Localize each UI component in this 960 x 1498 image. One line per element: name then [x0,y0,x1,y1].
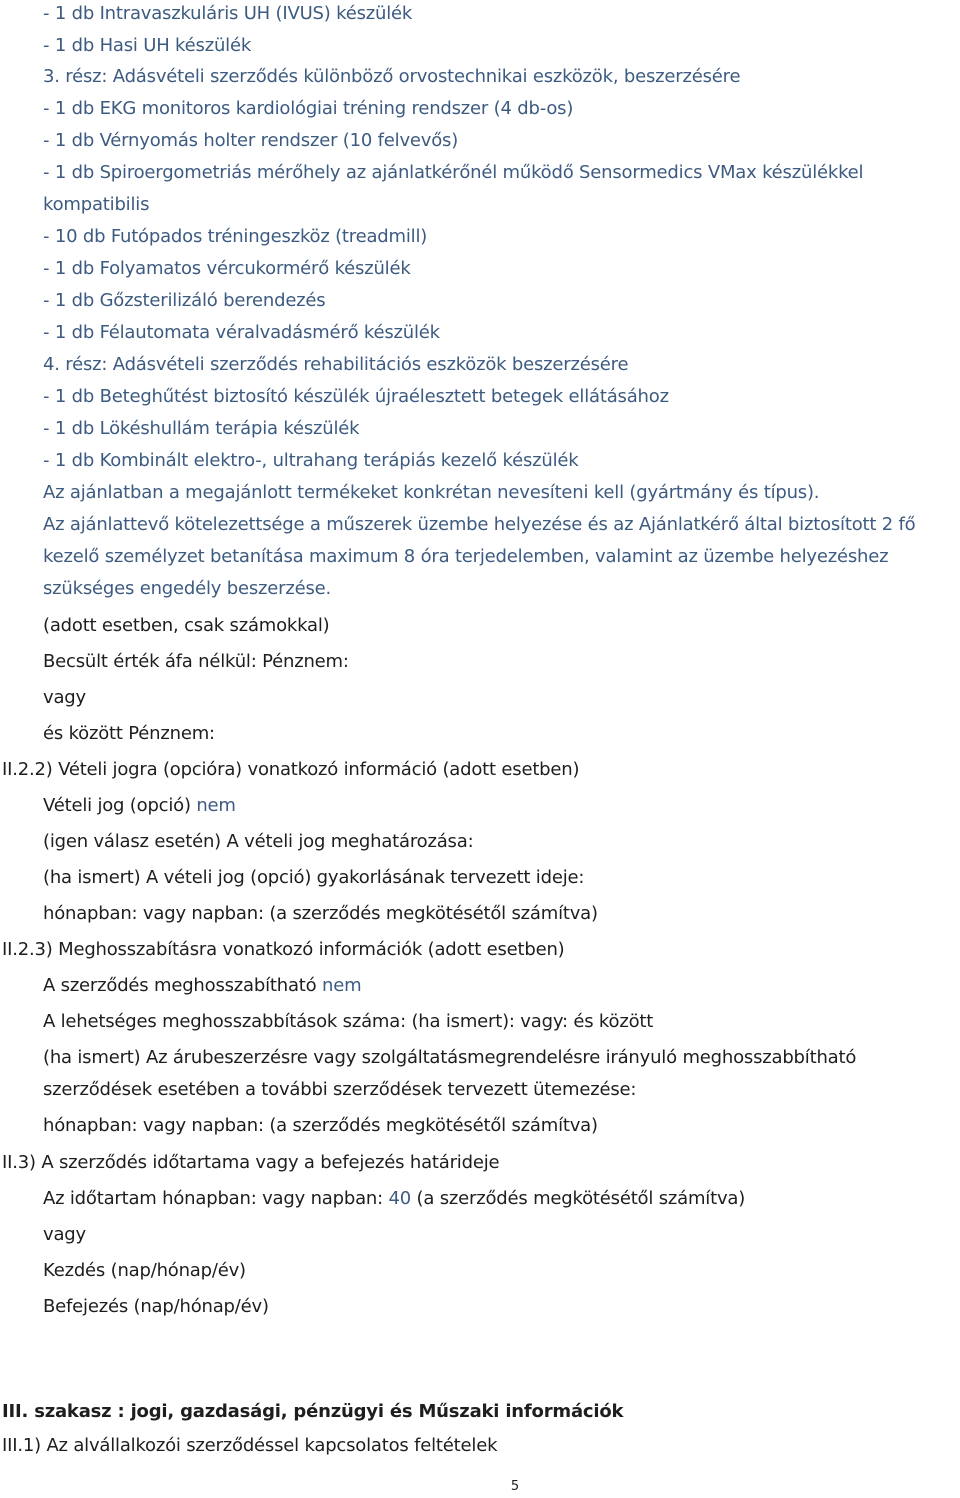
text-line: - 1 db Gőzsterilizáló berendezés [43,290,326,311]
page-number: 5 [510,1479,520,1494]
term-heading: II.3) A szerződés időtartama vagy a befejezés határideje [2,1152,500,1173]
option-definition: (igen válasz esetén) A vételi jog meghatározása: [43,831,474,852]
end-date-label: Befejezés (nap/hónap/év) [43,1296,269,1317]
term-duration-line [43,1187,745,1211]
subsection-heading: III.1) Az alvállalkozói szerződéssel kapcsolatos feltételek [2,1435,498,1456]
estimated-value-label: Becsült érték áfa nélkül: Pénznem: [43,651,349,672]
extension-schedule: (ha ismert) Az árubeszerzésre vagy szolgáltatásmegrendelésre irányuló meghosszabbítható [43,1047,857,1068]
text-line: - 1 db Félautomata véralvadásmérő készülék [43,322,440,343]
option-line [43,794,236,818]
text-line: - 1 db EKG monitoros kardiológiai tréning rendszer (4 db-os) [43,98,574,119]
extension-heading: II.2.3) Meghosszabításra vonatkozó információk (adott esetben) [2,939,565,960]
option-value: nem [196,795,236,816]
text-line: - 10 db Futópados tréningeszköz (treadmill) [43,226,428,247]
option-heading: II.2.2) Vételi jogra (opcióra) vonatkozó információ (adott esetben) [2,759,580,780]
text-line: - 1 db Vérnyomás holter rendszer (10 felvevős) [43,130,459,151]
text-line: - 1 db Lökéshullám terápia készülék [43,418,360,439]
term-label-suffix: (a szerződés megkötésétől számítva) [416,1188,746,1209]
text-line: Az ajánlattevő kötelezettsége a műszerek üzembe helyezése és az Ajánlatkérő által biztosított 2 fő [43,514,916,535]
or-label: vagy [43,1224,86,1245]
extension-label: A szerződés meghosszabítható [43,975,317,996]
term-days-value: 40 [388,1188,412,1209]
section-heading: III. szakasz : jogi, gazdasági, pénzügyi és Műszaki információk [2,1401,624,1422]
text-line: 4. rész: Adásvételi szerződés rehabilitációs eszközök beszerzésére [43,354,629,375]
text-line: Az ajánlatban a megajánlott termékeket konkrétan nevesíteni kell (gyártmány és típus). [43,482,820,503]
extension-line [43,974,361,998]
text-line: - 1 db Spiroergometriás mérőhely az ajánlatkérőnél működő Sensormedics VMax készülékkel [43,162,864,183]
text-line: - 1 db Hasi UH készülék [43,35,252,56]
option-label: Vételi jog (opció) [43,795,191,816]
text-line: - 1 db Folyamatos vércukormérő készülék [43,258,411,279]
text-line: kezelő személyzet betanítása maximum 8 óra terjedelemben, valamint az üzembe helyezéshez [43,546,889,567]
extension-schedule: szerződések esetében a további szerződések tervezett ütemezése: [43,1079,637,1100]
extension-duration: hónapban: vagy napban: (a szerződés megkötésétől számítva) [43,1115,598,1136]
text-line: - 1 db Intravaszkuláris UH (IVUS) készülék [43,3,413,24]
between-label: és között Pénznem: [43,723,215,744]
text-line: - 1 db Beteghűtést biztosító készülék újraélesztett betegek ellátásához [43,386,669,407]
option-duration: hónapban: vagy napban: (a szerződés megkötésétől számítva) [43,903,598,924]
extension-value: nem [322,975,362,996]
only-numbers-note: (adott esetben, csak számokkal) [43,615,330,636]
or-label: vagy [43,687,86,708]
term-label: Az időtartam hónapban: vagy napban: [43,1188,383,1209]
option-schedule: (ha ismert) A vételi jog (opció) gyakorlásának tervezett ideje: [43,867,585,888]
text-line: kompatibilis [43,194,150,215]
text-line: szükséges engedély beszerzése. [43,578,332,599]
text-line: - 1 db Kombinált elektro-, ultrahang terápiás kezelő készülék [43,450,579,471]
text-line: 3. rész: Adásvételi szerződés különböző orvostechnikai eszközök, beszerzésére [43,66,741,87]
extension-count: A lehetséges meghosszabbítások száma: (ha ismert): vagy: és között [43,1011,654,1032]
start-date-label: Kezdés (nap/hónap/év) [43,1260,246,1281]
